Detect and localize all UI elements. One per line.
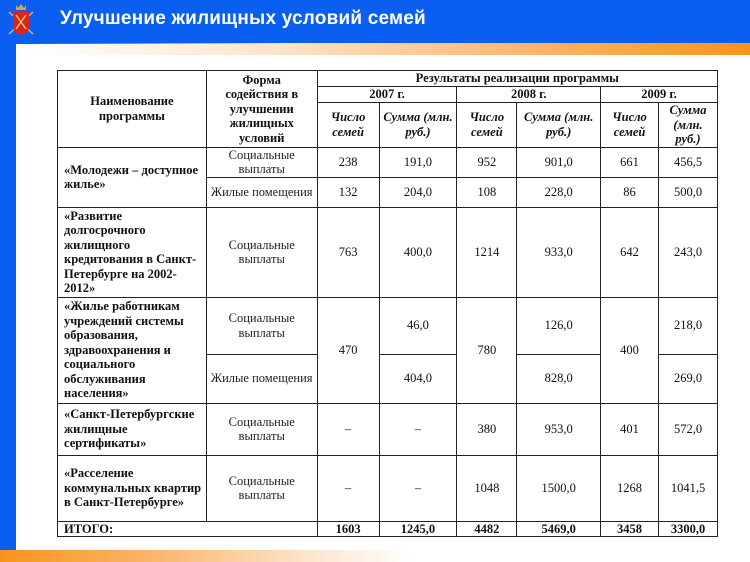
assistance-form: Жилые помещения [206, 354, 317, 403]
amount-2007: 46,0 [379, 297, 457, 354]
table-row [58, 147, 718, 177]
header-families-2009: Число семей [601, 103, 659, 148]
table-row [58, 207, 718, 297]
page-title: Улучшение жилищных условий семей [60, 8, 426, 29]
table-row [58, 403, 718, 455]
header-amount-2007: Сумма (млн. руб.) [379, 103, 457, 148]
amount-2008: 953,0 [517, 403, 601, 455]
total-families-2007: 1603 [317, 521, 379, 537]
housing-program-table [57, 70, 718, 537]
assistance-form: Жилые помещения [206, 177, 317, 207]
families-2009: 1268 [601, 455, 659, 521]
amount-2009: 218,0 [659, 297, 718, 354]
coat-of-arms-icon [6, 2, 36, 38]
program-name: «Молодежи – доступное жилье» [58, 147, 207, 207]
header-results: Результаты реализации программы [317, 71, 717, 87]
families-2008: 1214 [457, 207, 517, 297]
program-name: «Развитие долгосрочного жилищного кредитования в Санкт-Петербурге на 2002-2012» [58, 207, 207, 297]
families-2009: 642 [601, 207, 659, 297]
amount-2008: 228,0 [517, 177, 601, 207]
amount-2008: 933,0 [517, 207, 601, 297]
orange-stripe-bottom [0, 550, 750, 562]
assistance-form: Социальные выплаты [206, 207, 317, 297]
total-row [58, 521, 718, 537]
amount-2008: 126,0 [517, 297, 601, 354]
families-2009: 401 [601, 403, 659, 455]
amount-2008: 901,0 [517, 147, 601, 177]
families-2007: – [317, 455, 379, 521]
amount-2008: 828,0 [517, 354, 601, 403]
families-2007: 470 [317, 297, 379, 403]
amount-2009: 456,5 [659, 147, 718, 177]
families-2008: 108 [457, 177, 517, 207]
families-2009: 400 [601, 297, 659, 403]
left-band [0, 0, 16, 562]
amount-2009: 243,0 [659, 207, 718, 297]
amount-2007: 400,0 [379, 207, 457, 297]
families-2008: 952 [457, 147, 517, 177]
program-name: «Санкт-Петербургские жилищные сертификаты» [58, 403, 207, 455]
total-amount-2008: 5469,0 [517, 521, 601, 537]
amount-2007: – [379, 455, 457, 521]
amount-2009: 572,0 [659, 403, 718, 455]
assistance-form: Социальные выплаты [206, 297, 317, 354]
total-amount-2007: 1245,0 [379, 521, 457, 537]
amount-2009: 1041,5 [659, 455, 718, 521]
header-assistance-form: Форма содействия в улучшении жилищных условий [206, 71, 317, 148]
families-2007: 238 [317, 147, 379, 177]
families-2009: 661 [601, 147, 659, 177]
program-name: «Жилье работникам учреждений системы образования, здравоохранения и социального обслуживания населения» [58, 297, 207, 403]
header-amount-2009: Сумма (млн. руб.) [659, 103, 718, 148]
families-2007: 132 [317, 177, 379, 207]
amount-2007: 204,0 [379, 177, 457, 207]
table-row [58, 455, 718, 521]
amount-2007: – [379, 403, 457, 455]
total-families-2009: 3458 [601, 521, 659, 537]
program-name: «Расселение коммунальных квартир в Санкт-Петербурге» [58, 455, 207, 521]
total-families-2008: 4482 [457, 521, 517, 537]
header-program-name: Наименование программы [58, 71, 207, 148]
assistance-form: Социальные выплаты [206, 455, 317, 521]
families-2007: 763 [317, 207, 379, 297]
header-families-2008: Число семей [457, 103, 517, 148]
header-year-2009: 2009 г. [601, 87, 718, 103]
total-amount-2009: 3300,0 [659, 521, 718, 537]
total-label: ИТОГО: [58, 521, 318, 537]
amount-2007: 191,0 [379, 147, 457, 177]
orange-stripe-top [30, 43, 750, 55]
families-2008: 1048 [457, 455, 517, 521]
header-families-2007: Число семей [317, 103, 379, 148]
families-2007: – [317, 403, 379, 455]
amount-2009: 269,0 [659, 354, 718, 403]
header-year-2007: 2007 г. [317, 87, 457, 103]
amount-2007: 404,0 [379, 354, 457, 403]
amount-2008: 1500,0 [517, 455, 601, 521]
families-2008: 380 [457, 403, 517, 455]
header-year-2008: 2008 г. [457, 87, 601, 103]
table-row [58, 297, 718, 354]
header-amount-2008: Сумма (млн. руб.) [517, 103, 601, 148]
families-2008: 780 [457, 297, 517, 403]
assistance-form: Социальные выплаты [206, 147, 317, 177]
assistance-form: Социальные выплаты [206, 403, 317, 455]
amount-2009: 500,0 [659, 177, 718, 207]
families-2009: 86 [601, 177, 659, 207]
